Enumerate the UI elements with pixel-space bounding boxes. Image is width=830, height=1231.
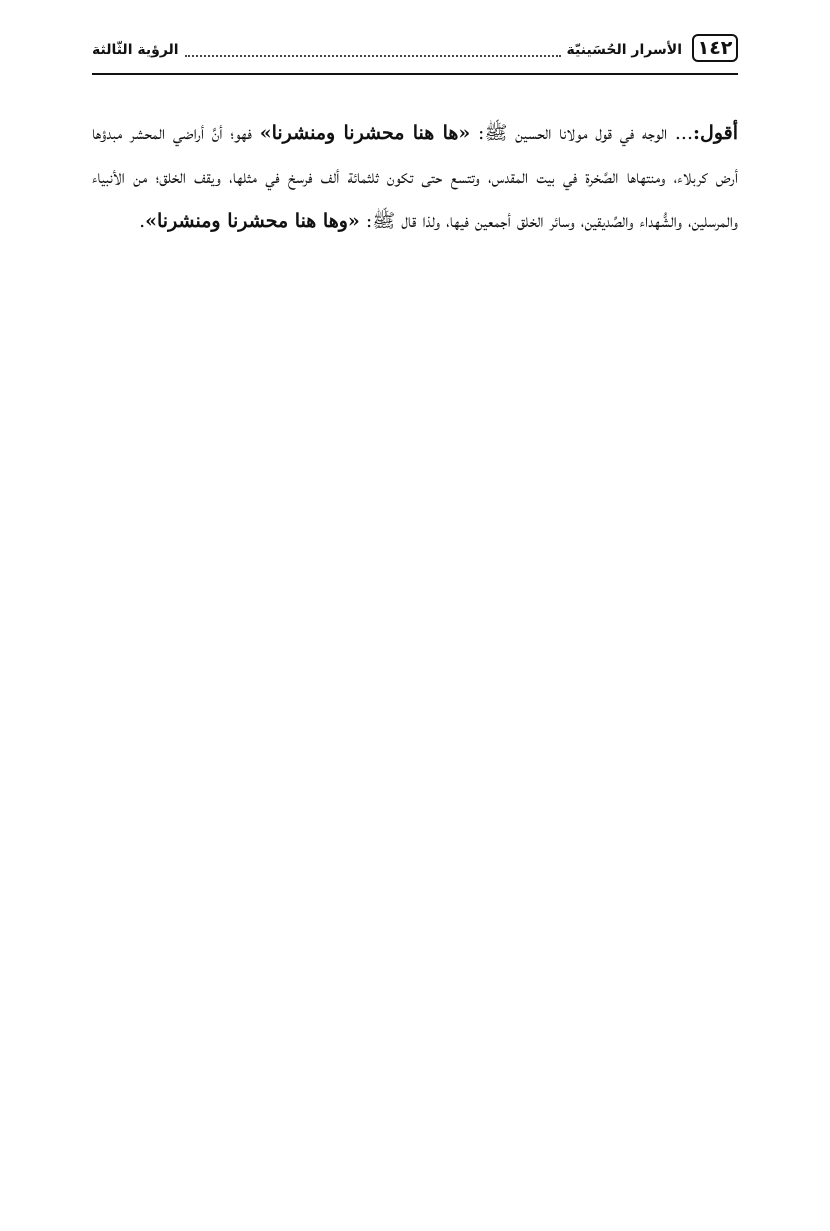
section-title: الرؤية الثّالثة: [92, 42, 179, 58]
book-title: الأسرار الحُسَينيّة: [566, 42, 682, 58]
quote-first: «ها هنا محشرنا ومنشرنا»: [259, 122, 471, 144]
paragraph-label: أقول:: [693, 122, 739, 144]
body-paragraph: [92, 111, 738, 243]
quote-second: «وها هنا محشرنا ومنشرنا»: [145, 210, 360, 232]
header-titles: [92, 38, 682, 62]
paragraph-end: .: [139, 210, 146, 232]
header-divider: [92, 73, 738, 75]
paragraph-text: فهو؛ أنَّ أراضي المحشر مبدؤها أرض كربلاء، ومنتهاها الصَّخرة في بيت المقدس، وتتسع حتى تكون ثلثمائة ألف فرسخ في مثلها، ويقف الخلق؛ من الأنبياء والمرسلين، والشُّهداء والصِّديقين، وسائر الخلق أجمعين فيها، ولذا قال ﷺ:: [92, 122, 738, 232]
page-number: ١٤٢: [692, 34, 738, 62]
running-header: [92, 34, 738, 68]
paragraph-intro: ... الوجه في قول مولانا الحسين ﷺ:: [470, 122, 694, 144]
header-dot-leader: [185, 43, 561, 57]
